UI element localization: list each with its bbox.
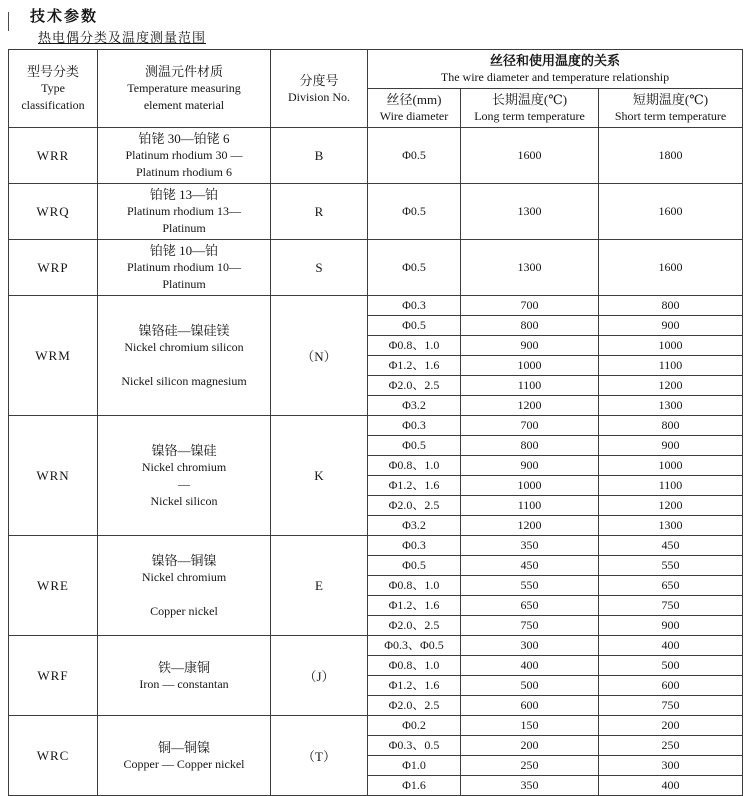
material-line: — xyxy=(178,476,190,491)
material-line: Copper — Copper nickel xyxy=(123,756,245,771)
short-term-temp-cell: 1100 xyxy=(599,356,743,376)
wire-diameter-cell: Φ3.2 xyxy=(368,516,461,536)
material-line: Platinum xyxy=(162,277,206,291)
long-term-temp-cell: 1300 xyxy=(461,184,599,240)
header-type-zh: 型号分类 xyxy=(26,64,79,79)
wire-diameter-cell: Φ0.5 xyxy=(368,436,461,456)
short-term-temp-cell: 500 xyxy=(599,656,743,676)
short-term-temp-cell: 750 xyxy=(599,696,743,716)
long-term-temp-cell: 1000 xyxy=(461,356,599,376)
long-term-temp-cell: 1200 xyxy=(461,396,599,416)
long-term-temp-cell: 600 xyxy=(461,696,599,716)
header-material xyxy=(98,50,271,128)
short-term-temp-cell: 900 xyxy=(599,316,743,336)
long-term-temp-cell: 500 xyxy=(461,676,599,696)
wire-diameter-cell: Φ0.5 xyxy=(368,128,461,184)
short-term-temp-cell: 550 xyxy=(599,556,743,576)
material-cell xyxy=(98,536,271,636)
division-number-cell: （J） xyxy=(271,636,368,716)
wire-diameter-cell: Φ2.0、2.5 xyxy=(368,376,461,396)
type-cell: WRC xyxy=(9,716,98,796)
material-line: Nickel chromium xyxy=(141,569,227,584)
header-long-term-temp xyxy=(461,89,599,128)
material-line: Platinum xyxy=(162,221,206,235)
wire-diameter-cell: Φ0.3 xyxy=(368,536,461,556)
type-cell: WRR xyxy=(9,128,98,184)
header-material-en1: Temperature measuring xyxy=(127,81,241,95)
table-body xyxy=(9,128,743,796)
spec-row xyxy=(9,416,743,436)
wire-diameter-cell: Φ0.5 xyxy=(368,316,461,336)
material-line xyxy=(100,356,268,373)
short-term-temp-cell: 450 xyxy=(599,536,743,556)
wire-diameter-cell: Φ0.5 xyxy=(368,556,461,576)
division-number-cell: B xyxy=(271,128,368,184)
long-term-temp-cell: 150 xyxy=(461,716,599,736)
header-row-group xyxy=(9,50,743,89)
wire-diameter-cell: Φ0.3 xyxy=(368,296,461,316)
material-line: Iron — constantan xyxy=(139,676,229,691)
short-term-temp-cell: 900 xyxy=(599,616,743,636)
material-line: 铜—铜镍 xyxy=(157,739,210,755)
page-subtitle: 热电偶分类及温度测量范围 xyxy=(38,30,207,45)
long-term-temp-cell: 750 xyxy=(461,616,599,636)
type-cell: WRF xyxy=(9,636,98,716)
division-number-cell: （N） xyxy=(271,296,368,416)
short-term-temp-cell: 400 xyxy=(599,776,743,796)
header-wire-diameter xyxy=(368,89,461,128)
division-number-cell: R xyxy=(271,184,368,240)
spec-row xyxy=(9,240,743,296)
material-line: 铁—康铜 xyxy=(157,659,210,675)
type-cell: WRN xyxy=(9,416,98,536)
short-term-temp-cell: 1000 xyxy=(599,336,743,356)
short-term-temp-cell: 1200 xyxy=(599,376,743,396)
material-cell xyxy=(98,296,271,416)
wire-diameter-cell: Φ1.6 xyxy=(368,776,461,796)
header-division-zh: 分度号 xyxy=(299,72,339,88)
header-type-en1: Type xyxy=(41,81,65,95)
material-line: Copper nickel xyxy=(150,603,218,618)
header-group-en: The wire diameter and temperature relationship xyxy=(440,70,670,84)
wire-diameter-cell: Φ1.2、1.6 xyxy=(368,676,461,696)
material-line: Nickel silicon xyxy=(150,493,218,508)
header-short-zh: 短期温度(℃) xyxy=(632,92,709,107)
short-term-temp-cell: 1200 xyxy=(599,496,743,516)
type-cell: WRQ xyxy=(9,184,98,240)
wire-diameter-cell: Φ0.8、1.0 xyxy=(368,456,461,476)
material-line: Platinum rhodium 13— xyxy=(127,204,241,218)
short-term-temp-cell: 650 xyxy=(599,576,743,596)
header-short-term-temp xyxy=(599,89,743,128)
short-term-temp-cell: 250 xyxy=(599,736,743,756)
material-line: Nickel chromium xyxy=(141,459,227,474)
wire-diameter-cell: Φ3.2 xyxy=(368,396,461,416)
long-term-temp-cell: 400 xyxy=(461,656,599,676)
material-line: Nickel silicon magnesium xyxy=(121,373,247,388)
material-cell xyxy=(98,240,271,296)
short-term-temp-cell: 1600 xyxy=(599,240,743,296)
header-short-en: Short term temperature xyxy=(614,109,727,123)
material-line: 铂铑 30—铂铑 6 xyxy=(138,131,230,146)
wire-diameter-cell: Φ0.5 xyxy=(368,184,461,240)
wire-diameter-cell: Φ1.2、1.6 xyxy=(368,476,461,496)
header-diameter-zh: 丝径(mm) xyxy=(386,92,442,107)
long-term-temp-cell: 800 xyxy=(461,436,599,456)
wire-diameter-cell: Φ2.0、2.5 xyxy=(368,616,461,636)
wire-diameter-cell: Φ0.2 xyxy=(368,716,461,736)
header-diameter-en: Wire diameter xyxy=(379,109,449,123)
spec-row xyxy=(9,716,743,736)
material-line: Platinum rhodium 30 — xyxy=(125,148,243,162)
long-term-temp-cell: 1600 xyxy=(461,128,599,184)
long-term-temp-cell: 550 xyxy=(461,576,599,596)
type-cell: WRM xyxy=(9,296,98,416)
type-cell: WRE xyxy=(9,536,98,636)
short-term-temp-cell: 1000 xyxy=(599,456,743,476)
material-cell xyxy=(98,128,271,184)
short-term-temp-cell: 600 xyxy=(599,676,743,696)
wire-diameter-cell: Φ0.5 xyxy=(368,240,461,296)
short-term-temp-cell: 400 xyxy=(599,636,743,656)
spec-row xyxy=(9,128,743,184)
short-term-temp-cell: 1300 xyxy=(599,396,743,416)
header-wire-temp-relationship xyxy=(368,50,743,89)
wire-diameter-cell: Φ1.2、1.6 xyxy=(368,356,461,376)
wire-diameter-cell: Φ2.0、2.5 xyxy=(368,496,461,516)
material-line: 镍铬—铜镍 xyxy=(151,552,217,568)
material-line: 镍铬—镍硅 xyxy=(151,442,217,458)
header-long-zh: 长期温度(℃) xyxy=(491,92,568,107)
wire-diameter-cell: Φ0.3 xyxy=(368,416,461,436)
wire-diameter-cell: Φ0.8、1.0 xyxy=(368,656,461,676)
short-term-temp-cell: 900 xyxy=(599,436,743,456)
spec-row xyxy=(9,184,743,240)
header-long-en: Long term temperature xyxy=(474,109,585,123)
short-term-temp-cell: 300 xyxy=(599,756,743,776)
spec-row xyxy=(9,636,743,656)
wire-diameter-cell: Φ0.3、Φ0.5 xyxy=(368,636,461,656)
material-cell xyxy=(98,416,271,536)
wire-diameter-cell: Φ0.3、0.5 xyxy=(368,736,461,756)
short-term-temp-cell: 1100 xyxy=(599,476,743,496)
spec-row xyxy=(9,536,743,556)
wire-diameter-cell: Φ0.8、1.0 xyxy=(368,576,461,596)
long-term-temp-cell: 250 xyxy=(461,756,599,776)
short-term-temp-cell: 800 xyxy=(599,296,743,316)
long-term-temp-cell: 1100 xyxy=(461,496,599,516)
table-header xyxy=(9,50,743,128)
long-term-temp-cell: 1000 xyxy=(461,476,599,496)
short-term-temp-cell: 750 xyxy=(599,596,743,616)
long-term-temp-cell: 1200 xyxy=(461,516,599,536)
material-line: Platinum rhodium 6 xyxy=(136,165,232,179)
header-type-en2: classification xyxy=(21,98,85,112)
wire-diameter-cell: Φ1.2、1.6 xyxy=(368,596,461,616)
long-term-temp-cell: 650 xyxy=(461,596,599,616)
material-line xyxy=(100,586,268,603)
header-material-en2: element material xyxy=(143,98,225,112)
thermocouple-spec-table xyxy=(8,49,743,796)
division-number-cell: S xyxy=(271,240,368,296)
left-margin-rule xyxy=(8,12,9,31)
division-number-cell: （T） xyxy=(271,716,368,796)
long-term-temp-cell: 300 xyxy=(461,636,599,656)
short-term-temp-cell: 1600 xyxy=(599,184,743,240)
long-term-temp-cell: 350 xyxy=(461,536,599,556)
short-term-temp-cell: 800 xyxy=(599,416,743,436)
material-line: 镍铬硅—镍硅镁 xyxy=(138,322,230,338)
header-group-zh: 丝径和使用温度的关系 xyxy=(490,53,621,68)
material-cell xyxy=(98,184,271,240)
header-material-zh: 测温元件材质 xyxy=(144,64,223,79)
long-term-temp-cell: 200 xyxy=(461,736,599,756)
short-term-temp-cell: 1300 xyxy=(599,516,743,536)
material-line: Nickel chromium silicon xyxy=(124,339,244,354)
material-line: 铂铑 13—铂 xyxy=(149,187,219,202)
long-term-temp-cell: 900 xyxy=(461,336,599,356)
wire-diameter-cell: Φ2.0、2.5 xyxy=(368,696,461,716)
division-number-cell: E xyxy=(271,536,368,636)
material-cell xyxy=(98,636,271,716)
long-term-temp-cell: 700 xyxy=(461,416,599,436)
division-number-cell: K xyxy=(271,416,368,536)
header-division-number xyxy=(271,50,368,128)
header-division-en: Division No. xyxy=(287,89,350,104)
long-term-temp-cell: 450 xyxy=(461,556,599,576)
long-term-temp-cell: 1100 xyxy=(461,376,599,396)
long-term-temp-cell: 700 xyxy=(461,296,599,316)
long-term-temp-cell: 800 xyxy=(461,316,599,336)
wire-diameter-cell: Φ0.8、1.0 xyxy=(368,336,461,356)
material-cell xyxy=(98,716,271,796)
material-line: 铂铑 10—铂 xyxy=(149,243,219,258)
spec-row xyxy=(9,296,743,316)
long-term-temp-cell: 900 xyxy=(461,456,599,476)
page-title: 技术参数 xyxy=(30,9,99,25)
short-term-temp-cell: 1800 xyxy=(599,128,743,184)
short-term-temp-cell: 200 xyxy=(599,716,743,736)
long-term-temp-cell: 350 xyxy=(461,776,599,796)
long-term-temp-cell: 1300 xyxy=(461,240,599,296)
type-cell: WRP xyxy=(9,240,98,296)
material-line: Platinum rhodium 10— xyxy=(127,260,241,274)
wire-diameter-cell: Φ1.0 xyxy=(368,756,461,776)
header-type-classification xyxy=(9,50,98,128)
